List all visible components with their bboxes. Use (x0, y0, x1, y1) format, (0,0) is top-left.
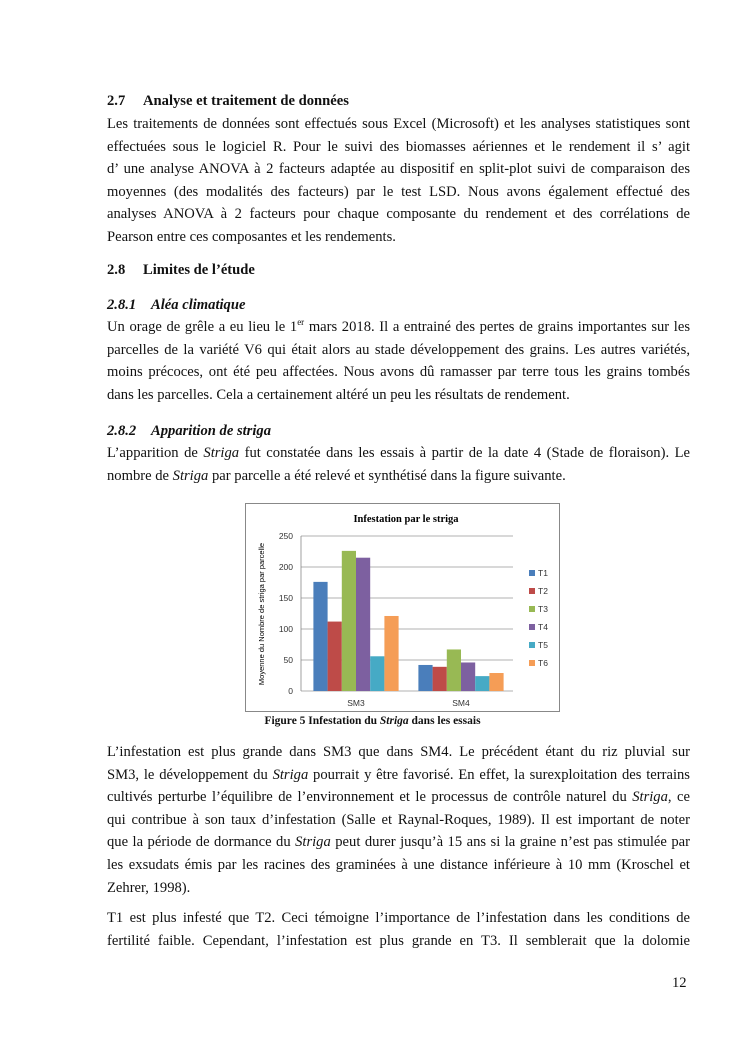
infestation-chart (245, 503, 560, 712)
heading-number: 2.7 (107, 93, 126, 109)
legend-label: T4 (538, 622, 548, 632)
text-line (107, 465, 690, 488)
bar-t6-sm4 (489, 673, 503, 691)
text-run: , ce (667, 789, 690, 806)
chart-svg (246, 504, 559, 711)
plot-area (279, 531, 548, 708)
italic-term: Striga (295, 834, 331, 851)
text-line: dans les parcelles. Cela a certainement altéré un peu les résultats de rendement. (107, 386, 570, 403)
text-line (107, 809, 690, 832)
text-run: pourrait y être favorisé. En effet, la surexploitation des terrains (308, 766, 690, 783)
text-line (107, 786, 690, 809)
heading-2-7 (107, 91, 349, 111)
legend-swatch (529, 606, 535, 612)
legend-label: T6 (538, 658, 548, 668)
text-line: fertilité faible. Cependant, l’infestation est plus grande en T3. Il semblerait que la dolomie (107, 932, 690, 949)
paragraph-t1-t2 (107, 907, 690, 952)
text-line: analyses ANOVA à 2 facteurs pour chaque composante du rendement et des corrélations de (107, 206, 690, 223)
text-run: L’apparition de (107, 445, 204, 461)
text-run: qui contribue à son taux d’infestation (Salle et Raynal-Roques, 1989). Il est important de noter (107, 811, 690, 828)
paragraph-analysis (107, 113, 690, 249)
heading-2-8-2 (107, 421, 271, 441)
y-tick-label: 200 (278, 562, 293, 572)
bar-t4-sm4 (461, 662, 475, 691)
italic-term: Striga (172, 467, 209, 484)
bar-t1-sm3 (313, 582, 327, 691)
chart-title: Infestation par le striga (353, 514, 459, 525)
text-run: SM3, le développement du (107, 766, 273, 783)
superscript-er: er (297, 317, 305, 328)
text-line (107, 854, 690, 877)
text-run: mars 2018. Il a entrainé des pertes de grains importantes sur les (304, 319, 691, 335)
text-run: peut durer jusqu’à 15 ans si la graine n’est pas stimulée par (330, 834, 690, 851)
text-line (107, 316, 690, 339)
italic-term: Striga (379, 715, 409, 727)
italic-term: Striga (632, 789, 668, 806)
y-tick-label: 100 (278, 624, 293, 634)
text-line: parcelles de la variété V6 qui était alors au stade développement des grains. Les autres variétés, (107, 341, 690, 358)
bar-t2-sm3 (328, 622, 342, 691)
text-line: moins précoces, ont été peu affectées. Nous avons dû ramasser par terre tous les grains tombés (107, 364, 690, 381)
heading-title: Aléa climatique (151, 297, 246, 313)
paragraph-striga (107, 442, 690, 487)
bar-t5-sm3 (370, 656, 384, 691)
y-tick-label: 150 (278, 593, 293, 603)
text-line: effectuées sous le logiciel R. Pour le suivi des biomasses aériennes et le rendement il s’ agit (107, 138, 690, 155)
bar-t3-sm4 (447, 649, 461, 691)
heading-2-8 (107, 260, 255, 280)
italic-term: Striga (272, 766, 309, 783)
legend-label: T3 (538, 604, 548, 614)
heading-title: Limites de l’étude (143, 262, 255, 278)
legend-label: T1 (538, 568, 548, 578)
y-tick-label: 250 (278, 531, 293, 541)
text-run: L’infestation est plus grande dans SM3 que dans SM4. Le précédent étant du riz pluvial sur (107, 744, 690, 760)
text-run: nombre de (107, 467, 173, 484)
legend-label: T2 (538, 586, 548, 596)
heading-title: Apparition de striga (151, 423, 272, 439)
text-line: T1 est plus infesté que T2. Ceci témoigne l’importance de l’infestation dans les conditions de (107, 910, 690, 926)
bar-t6-sm3 (384, 616, 398, 691)
heading-title: Analyse et traitement de données (143, 93, 349, 109)
bar-t3-sm3 (342, 551, 356, 691)
italic-term: Striga (203, 445, 240, 461)
bar-t1-sm4 (418, 665, 432, 691)
text-run: les exsudats émis par les racines des graminées à une distance inférieure à 10 mm (Kroschel et (107, 856, 690, 873)
legend-swatch (529, 642, 535, 648)
text-line: Les traitements de données sont effectués sous Excel (Microsoft) et les analyses statistiques sont (107, 116, 690, 132)
text-run: par parcelle a été relevé et synthétisé dans la figure suivante. (208, 467, 566, 484)
page-number: 12 (672, 975, 687, 991)
text-run: fut constatée dans les essais à partir de la date 4 (Stade de floraison). Le (239, 445, 691, 461)
y-tick-label: 50 (283, 655, 293, 665)
bar-t4-sm3 (356, 558, 370, 691)
text-line: Pearson entre ces composantes et les rendements. (107, 228, 396, 245)
legend-label: T5 (538, 640, 548, 650)
text-line: d’ une analyse ANOVA à 2 facteurs adaptée au dispositif en split-plot suivi de comparaison des (107, 161, 690, 178)
text-run: Un orage de grêle a eu lieu le 1 (107, 319, 298, 335)
text-run: Zehrer, 1998). (107, 879, 191, 896)
heading-number: 2.8.2 (107, 423, 137, 439)
text-line (107, 831, 690, 854)
legend-swatch (529, 624, 535, 630)
heading-number: 2.8.1 (107, 297, 137, 313)
legend-swatch (529, 570, 535, 576)
paragraph-interpretation (107, 741, 690, 899)
bar-t2-sm4 (433, 667, 447, 691)
legend-swatch (529, 660, 535, 666)
text-line (107, 877, 690, 900)
x-tick-label: SM4 (452, 698, 470, 708)
text-line (107, 741, 690, 764)
text-line (107, 764, 690, 787)
text-run: que la période de dormance du (107, 834, 296, 851)
text-run: cultivés perturbe l’équilibre de l’environnement et le processus de contrôle naturel du (107, 789, 633, 806)
y-tick-label: 0 (288, 686, 293, 696)
bar-t5-sm4 (475, 676, 489, 691)
text-line: moyennes (des modalités des facteurs) par le test LSD. Nous avons également effectué des (107, 183, 690, 200)
paragraph-climate (107, 316, 690, 406)
y-axis-label: Moyenne du Nombre de striga par parcelle (257, 542, 266, 686)
figure-caption (0, 715, 745, 727)
heading-number: 2.8 (107, 262, 126, 278)
text-line (107, 442, 690, 465)
text-run: Figure 5 Infestation du (264, 715, 380, 727)
heading-2-8-1 (107, 295, 245, 315)
text-run: dans les essais (408, 715, 481, 727)
x-tick-label: SM3 (347, 698, 365, 708)
legend-swatch (529, 588, 535, 594)
